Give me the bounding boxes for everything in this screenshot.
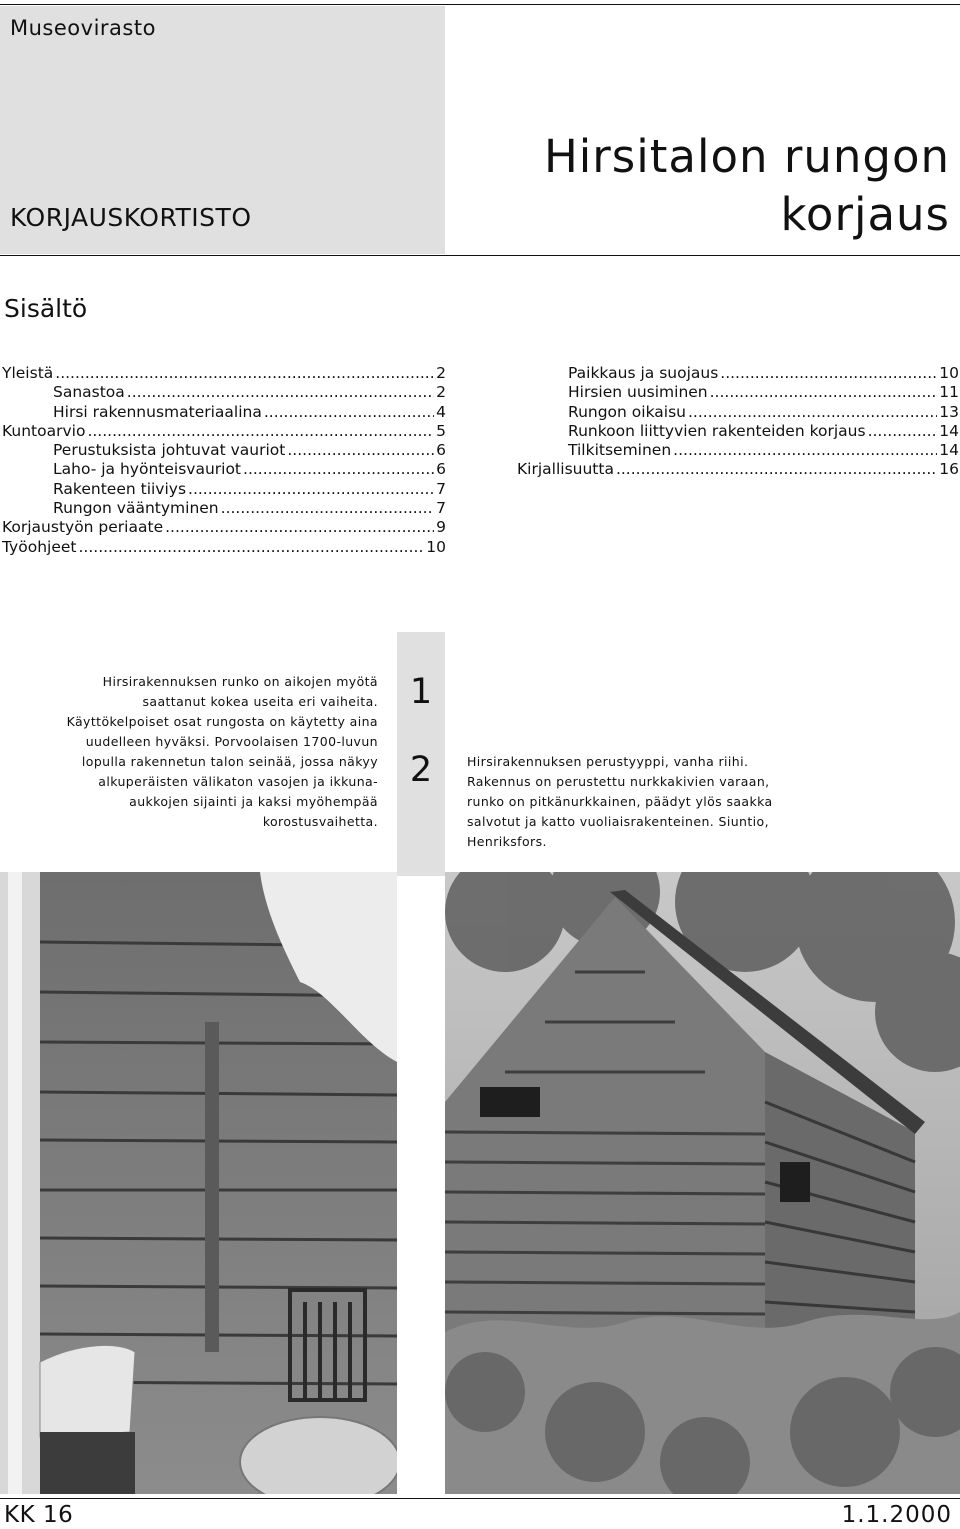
figure-1-number: 1 — [409, 672, 433, 712]
series-name: KORJAUSKORTISTO — [10, 203, 252, 232]
card-date: 1.1.2000 — [841, 1502, 952, 1528]
toc-entry-leader — [165, 518, 434, 537]
document-title-line-1: Hirsitalon rungon — [543, 130, 950, 183]
toc-entry-label: Laho- ja hyönteisvauriot — [53, 460, 242, 479]
toc-entry-page: 2 — [436, 364, 446, 382]
toc-entry-label: Hirsi rakennusmateriaalina — [53, 402, 262, 421]
toc-entry-page: 10 — [939, 364, 959, 382]
card-number: KK 16 — [4, 1502, 74, 1528]
toc-entry-label: Rungon oikaisu — [568, 402, 686, 421]
toc-entry-page: 7 — [436, 499, 446, 518]
toc-entry-page: 9 — [436, 518, 446, 537]
toc-entry-label: Perustuksista johtuvat vauriot — [53, 441, 286, 460]
toc-entry-label: Rungon vääntyminen — [53, 499, 219, 518]
toc-entry-page: 2 — [436, 383, 446, 402]
toc-entry — [2, 383, 446, 402]
toc-entry — [2, 422, 446, 441]
toc-entry-page: 13 — [939, 402, 959, 421]
toc-entry-label: Hirsien uusiminen — [568, 383, 708, 402]
toc-entry — [517, 403, 959, 422]
toc-entry-leader — [188, 480, 434, 499]
toc-entry-leader — [673, 441, 937, 460]
toc-entry-leader — [78, 538, 424, 557]
toc-entry — [2, 364, 446, 383]
photo-log-barn — [445, 872, 960, 1494]
toc-entry-page: 11 — [939, 383, 959, 402]
photo-interior-log-wall-illustration — [0, 872, 397, 1494]
toc-entry-label: Sanastoa — [53, 383, 125, 402]
toc-entry-leader — [221, 499, 434, 518]
header-bottom-rule — [0, 255, 960, 256]
toc-entry — [2, 499, 446, 518]
toc-entry-leader — [688, 403, 937, 422]
toc-entry — [2, 538, 446, 557]
toc-entry — [2, 460, 446, 479]
toc-entry — [517, 383, 959, 402]
toc-entry-label: Tilkitseminen — [568, 441, 672, 460]
toc-entry-label: Työohjeet — [2, 537, 77, 556]
toc-entry-page: 10 — [426, 537, 446, 556]
toc-entry-leader — [616, 460, 937, 479]
toc-entry — [517, 422, 959, 441]
toc-entry-leader — [710, 383, 938, 402]
photo-log-barn-illustration — [445, 872, 960, 1494]
toc-entry-leader — [264, 403, 434, 422]
toc-right-column — [517, 364, 959, 480]
toc-entry-label: Paikkaus ja suojaus — [568, 364, 719, 382]
figure-1-caption: Hirsirakennuksen runko on aikojen myötä saattanut kokea useita eri vaiheita. Käyttökelpoiset osat rungosta on käytetty aina uudelleen hyväksi. Porvoolaisen 1700-luvun lopulla rakennetun talon seinää, jossa näkyy alkuperäisten välikaton vasojen ja ikkuna-aukkojen sijainti ja kaksi myöhempää korostusvaihetta. — [66, 674, 378, 829]
toc-entry — [2, 480, 446, 499]
figure-2-number: 2 — [409, 750, 433, 790]
toc-entry-label: Yleistä — [2, 364, 54, 382]
toc-entry — [517, 441, 959, 460]
footer-rule — [0, 1498, 960, 1499]
figure-2-caption: Hirsirakennuksen perustyyppi, vanha riihi. Rakennus on perustettu nurkkakivien varaan, runko on pitkänurkkainen, päädyt ylös saakka salvotut ja katto vuoliaisrakenteinen. Siuntio, Henriksfors. — [467, 754, 773, 849]
org-name: Museovirasto — [10, 16, 156, 40]
toc-entry-label: Runkoon liittyvien rakenteiden korjaus — [568, 421, 866, 440]
toc-entry-page: 4 — [436, 402, 446, 421]
toc-entry — [2, 441, 446, 460]
toc-entry-label: Kirjallisuutta — [517, 460, 614, 479]
toc-entry-page: 6 — [436, 460, 446, 479]
toc-entry — [517, 460, 959, 479]
toc-heading: Sisältö — [4, 294, 88, 323]
toc-entry-leader — [127, 383, 434, 402]
toc-entry-page: 6 — [436, 441, 446, 460]
photo-interior-log-wall — [0, 872, 397, 1494]
toc-entry-leader — [87, 422, 434, 441]
toc-entry-page: 5 — [436, 421, 446, 440]
toc-entry-label: Korjaustyön periaate — [2, 518, 164, 537]
toc-entry-page: 16 — [939, 460, 959, 479]
toc-entry-page: 14 — [939, 441, 959, 460]
toc-entry-leader — [868, 422, 938, 441]
toc-entry-page: 14 — [939, 421, 959, 440]
toc-entry-leader — [55, 364, 434, 383]
toc-entry-leader — [243, 460, 434, 479]
toc-entry-page: 7 — [436, 479, 446, 498]
toc-entry — [2, 518, 446, 537]
toc-entry — [2, 403, 446, 422]
toc-entry-leader — [720, 364, 937, 383]
toc-left-column — [2, 364, 446, 557]
toc-entry-label: Kuntoarvio — [2, 421, 86, 440]
header-top-rule — [0, 4, 960, 5]
toc-entry — [517, 364, 959, 383]
toc-entry-leader — [287, 441, 434, 460]
toc-entry-label: Rakenteen tiiviys — [53, 479, 187, 498]
document-title-line-2: korjaus — [780, 188, 950, 241]
